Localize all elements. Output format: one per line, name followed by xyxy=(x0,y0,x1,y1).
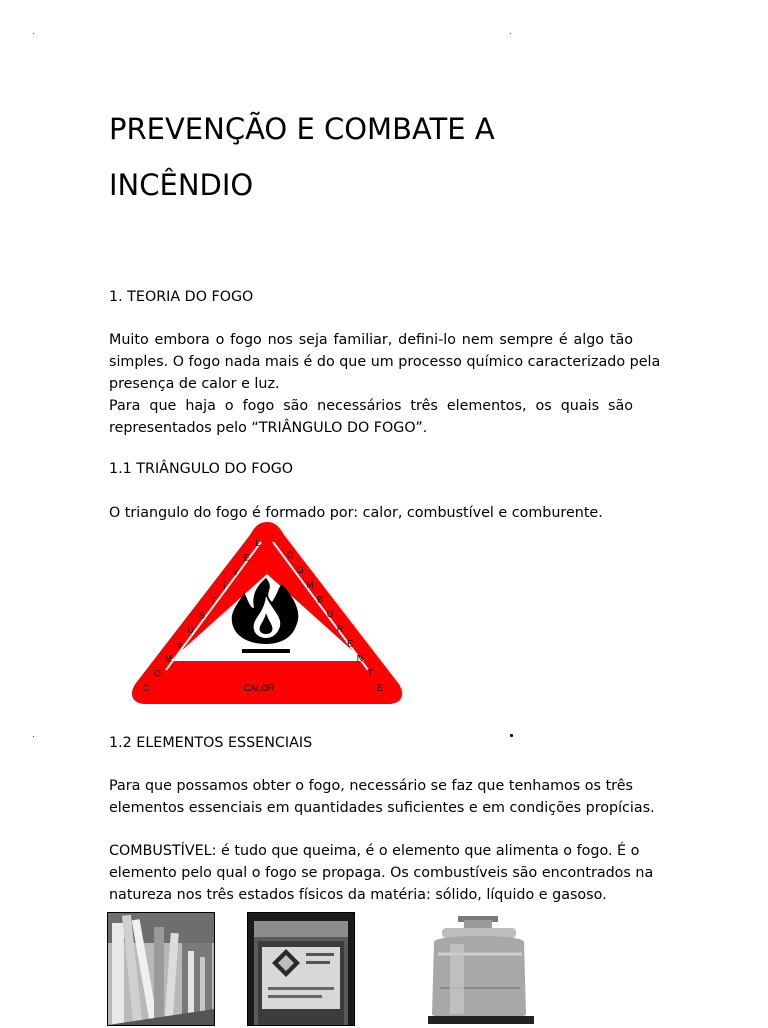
comburente-letter: M xyxy=(306,579,314,590)
text-line: COMBUSTÍVEL: é tudo que queima, é o elemento que alimenta o fogo. É o xyxy=(109,843,640,859)
text-line: Para que possamos obter o fogo, necessário se faz que tenhamos os três xyxy=(109,778,633,794)
fire-triangle-diagram xyxy=(126,518,408,710)
text-line: natureza nos três estados físicos da matéria: sólido, líquido e gasoso. xyxy=(109,887,607,903)
title-line-2: INCÊNDIO xyxy=(109,168,254,202)
comburente-letter: E xyxy=(376,683,384,693)
comburente-letter: O xyxy=(296,564,304,575)
scan-speck xyxy=(33,736,34,737)
section-heading-triangulo: 1.1 TRIÂNGULO DO FOGO xyxy=(109,461,294,477)
title-line-1: PREVENÇÃO E COMBATE A xyxy=(109,112,495,146)
paragraph-elementos-1 xyxy=(109,775,655,819)
gas-cylinder-photo xyxy=(428,914,534,1024)
comburente-letter: C xyxy=(286,550,294,560)
combustivel-letter: L xyxy=(255,538,261,548)
comburente-letter: R xyxy=(336,623,344,634)
text-line: representados pelo “TRIÂNGULO DO FOGO”. xyxy=(109,420,428,436)
fuel-drum-photo xyxy=(247,912,355,1026)
section-heading-elementos: 1.2 ELEMENTOS ESSENCIAIS xyxy=(109,735,313,751)
comburente-letter: B xyxy=(316,594,324,605)
combustivel-letter: E xyxy=(243,552,250,563)
combustivel-letter: Í xyxy=(223,581,226,592)
combustivel-letter: C xyxy=(142,683,150,693)
combustivel-letter: S xyxy=(198,610,206,621)
combustivel-letter: O xyxy=(153,668,161,679)
page-title xyxy=(109,114,629,200)
combustivel-letter: B xyxy=(176,639,183,650)
section-heading-teoria: 1. TEORIA DO FOGO xyxy=(109,289,254,305)
comburente-letter: T xyxy=(367,668,373,679)
scan-speck xyxy=(33,33,34,34)
wood-planks-photo xyxy=(107,912,215,1026)
paragraph-teoria-1 xyxy=(109,329,661,439)
calor-label: CALOR xyxy=(243,683,275,693)
text-line: elemento pelo qual o fogo se propaga. Os combustíveis são encontrados na xyxy=(109,865,654,881)
comburente-letter: E xyxy=(346,638,354,649)
combustivel-letter: T xyxy=(210,596,216,606)
combustivel-letter: U xyxy=(187,625,195,635)
comburente-letter: U xyxy=(326,609,334,620)
text-line: elementos essenciais em quantidades suficientes e em condições propícias. xyxy=(109,800,655,816)
text-line: presença de calor e luz. xyxy=(109,376,280,392)
text-line: Muito embora o fogo nos seja familiar, defini-lo nem sempre é algo tão xyxy=(109,332,633,348)
paragraph-triangulo: O triangulo do fogo é formado por: calor, combustível e comburente. xyxy=(109,505,603,521)
paragraph-combustivel xyxy=(109,840,654,906)
text-line: Para que haja o fogo são necessários três elementos, os quais são xyxy=(109,398,633,414)
combustivel-letter: M xyxy=(164,654,173,664)
combustivel-letter: V xyxy=(232,567,239,577)
scan-speck xyxy=(510,734,513,737)
comburente-letter: N xyxy=(356,653,364,664)
text-line: simples. O fogo nada mais é do que um processo químico caracterizado pela xyxy=(109,354,661,370)
scan-speck xyxy=(510,33,511,34)
